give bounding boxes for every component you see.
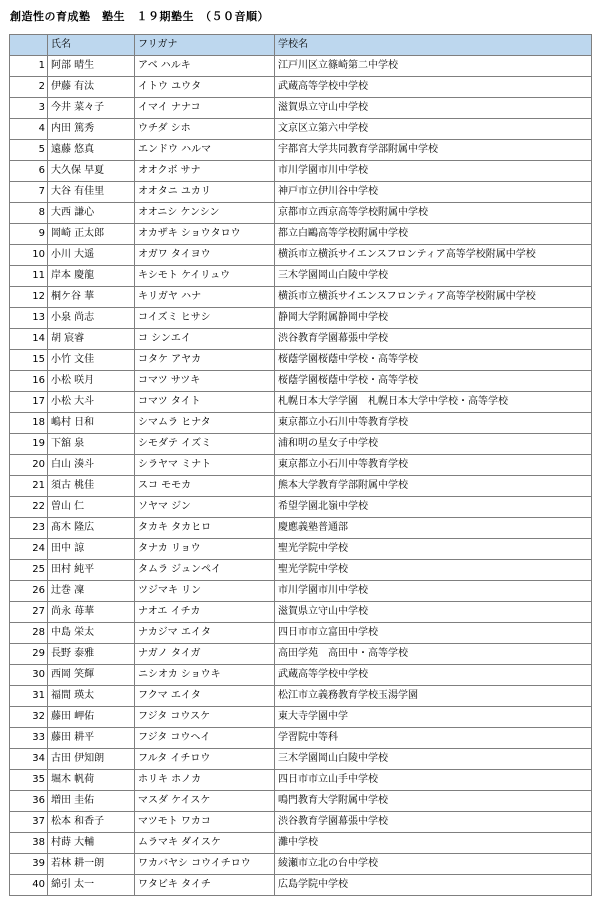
cell-school: 渋谷教育学園幕張中学校 [275, 812, 592, 833]
cell-number: 4 [10, 119, 48, 140]
cell-name: 遠藤 悠真 [48, 140, 135, 161]
cell-name: 胡 宸睿 [48, 329, 135, 350]
cell-school: 市川学園市川中学校 [275, 161, 592, 182]
cell-kana: フルタ イチロウ [135, 749, 275, 770]
cell-kana: コ シンエイ [135, 329, 275, 350]
cell-number: 32 [10, 707, 48, 728]
cell-name: 大西 謙心 [48, 203, 135, 224]
cell-name: 綿引 太一 [48, 875, 135, 896]
cell-name: 辻巻 凜 [48, 581, 135, 602]
table-row [10, 812, 592, 833]
cell-kana: ナオエ イチカ [135, 602, 275, 623]
cell-number: 17 [10, 392, 48, 413]
cell-school: 文京区立第六中学校 [275, 119, 592, 140]
table-row [10, 98, 592, 119]
cell-number: 34 [10, 749, 48, 770]
cell-number: 8 [10, 203, 48, 224]
cell-school: 武蔵高等学校中学校 [275, 77, 592, 98]
cell-name: 尚永 苺華 [48, 602, 135, 623]
table-row [10, 350, 592, 371]
table-row [10, 266, 592, 287]
cell-kana: タナカ リョウ [135, 539, 275, 560]
table-row [10, 161, 592, 182]
cell-number: 31 [10, 686, 48, 707]
cell-name: 嶋村 日和 [48, 413, 135, 434]
table-row [10, 497, 592, 518]
cell-kana: オオニシ ケンシン [135, 203, 275, 224]
cell-school: 札幌日本大学学園 札幌日本大学中学校・高等学校 [275, 392, 592, 413]
cell-kana: フジタ コウスケ [135, 707, 275, 728]
table-row [10, 749, 592, 770]
cell-name: 松本 和香子 [48, 812, 135, 833]
cell-number: 30 [10, 665, 48, 686]
cell-number: 36 [10, 791, 48, 812]
cell-number: 18 [10, 413, 48, 434]
table-row [10, 854, 592, 875]
cell-name: 西岡 笑輝 [48, 665, 135, 686]
cell-name: 藤田 岬佑 [48, 707, 135, 728]
cell-school: 桜蔭学園桜蔭中学校・高等学校 [275, 350, 592, 371]
cell-name: 堀木 帆荷 [48, 770, 135, 791]
cell-name: 小泉 尚志 [48, 308, 135, 329]
table-row [10, 434, 592, 455]
cell-kana: アベ ハルキ [135, 56, 275, 77]
table-row [10, 329, 592, 350]
cell-kana: イマイ ナナコ [135, 98, 275, 119]
cell-school: 京都市立西京高等学校附属中学校 [275, 203, 592, 224]
table-row [10, 77, 592, 98]
cell-number: 9 [10, 224, 48, 245]
table-row [10, 371, 592, 392]
cell-number: 5 [10, 140, 48, 161]
table-row [10, 476, 592, 497]
cell-kana: シマムラ ヒナタ [135, 413, 275, 434]
cell-number: 15 [10, 350, 48, 371]
table-row [10, 455, 592, 476]
cell-name: 須古 桃佳 [48, 476, 135, 497]
table-row [10, 875, 592, 896]
cell-name: 長野 泰雅 [48, 644, 135, 665]
cell-number: 3 [10, 98, 48, 119]
cell-kana: マスダ ケイスケ [135, 791, 275, 812]
cell-kana: タムラ ジュンペイ [135, 560, 275, 581]
cell-kana: コタケ アヤカ [135, 350, 275, 371]
cell-number: 38 [10, 833, 48, 854]
table-row [10, 833, 592, 854]
cell-school: 渋谷教育学園幕張中学校 [275, 329, 592, 350]
cell-school: 聖光学院中学校 [275, 539, 592, 560]
cell-school: 四日市市立山手中学校 [275, 770, 592, 791]
table-row [10, 665, 592, 686]
cell-kana: コマツ タイト [135, 392, 275, 413]
cell-name: 若林 耕一朗 [48, 854, 135, 875]
student-roster-table [9, 34, 592, 896]
cell-number: 13 [10, 308, 48, 329]
cell-school: 江戸川区立篠崎第二中学校 [275, 56, 592, 77]
cell-name: 桐ケ谷 華 [48, 287, 135, 308]
cell-number: 35 [10, 770, 48, 791]
table-row [10, 119, 592, 140]
cell-number: 12 [10, 287, 48, 308]
cell-number: 40 [10, 875, 48, 896]
table-row [10, 224, 592, 245]
cell-kana: ワタビキ タイチ [135, 875, 275, 896]
cell-name: 古田 伊知朗 [48, 749, 135, 770]
page-title: 創造性の育成塾 塾生 １９期塾生 （５０音順） [10, 10, 269, 23]
cell-number: 21 [10, 476, 48, 497]
cell-kana: エンドウ ハルマ [135, 140, 275, 161]
table-row [10, 770, 592, 791]
cell-school: 松江市立義務教育学校玉湯学園 [275, 686, 592, 707]
cell-number: 14 [10, 329, 48, 350]
cell-name: 田中 諒 [48, 539, 135, 560]
table-header-row [10, 35, 592, 56]
cell-name: 藤田 耕平 [48, 728, 135, 749]
cell-school: 東大寺学園中学 [275, 707, 592, 728]
cell-school: 鳴門教育大学附属中学校 [275, 791, 592, 812]
cell-school: 市川学園市川中学校 [275, 581, 592, 602]
cell-name: 白山 湊斗 [48, 455, 135, 476]
cell-number: 24 [10, 539, 48, 560]
cell-kana: オカザキ ショウタロウ [135, 224, 275, 245]
cell-name: 髙木 隆広 [48, 518, 135, 539]
cell-number: 1 [10, 56, 48, 77]
cell-name: 小松 大斗 [48, 392, 135, 413]
table-row [10, 287, 592, 308]
column-header-number [10, 35, 48, 56]
cell-number: 25 [10, 560, 48, 581]
cell-kana: オオクボ サナ [135, 161, 275, 182]
table-row [10, 728, 592, 749]
cell-number: 22 [10, 497, 48, 518]
cell-kana: キリガヤ ハナ [135, 287, 275, 308]
cell-name: 大久保 早夏 [48, 161, 135, 182]
cell-kana: スコ モモカ [135, 476, 275, 497]
cell-number: 16 [10, 371, 48, 392]
cell-kana: コイズミ ヒサシ [135, 308, 275, 329]
cell-name: 曽山 仁 [48, 497, 135, 518]
table-row [10, 707, 592, 728]
cell-name: 岡崎 正太郎 [48, 224, 135, 245]
table-row [10, 245, 592, 266]
cell-name: 田村 純平 [48, 560, 135, 581]
cell-kana: シラヤマ ミナト [135, 455, 275, 476]
cell-number: 10 [10, 245, 48, 266]
table-row [10, 581, 592, 602]
table-row [10, 182, 592, 203]
table-row [10, 140, 592, 161]
cell-school: 綾瀬市立北の台中学校 [275, 854, 592, 875]
cell-number: 19 [10, 434, 48, 455]
cell-school: 四日市市立富田中学校 [275, 623, 592, 644]
table-row [10, 560, 592, 581]
cell-kana: ナカジマ エイタ [135, 623, 275, 644]
cell-kana: ムラマキ ダイスケ [135, 833, 275, 854]
table-body [10, 56, 592, 896]
cell-school: 滋賀県立守山中学校 [275, 98, 592, 119]
cell-school: 学習院中等科 [275, 728, 592, 749]
cell-name: 中島 栄太 [48, 623, 135, 644]
cell-name: 岸本 慶龍 [48, 266, 135, 287]
cell-number: 29 [10, 644, 48, 665]
cell-kana: オオタニ ユカリ [135, 182, 275, 203]
cell-school: 灘中学校 [275, 833, 592, 854]
cell-kana: オガワ タイヨウ [135, 245, 275, 266]
table-row [10, 392, 592, 413]
cell-number: 26 [10, 581, 48, 602]
table-row [10, 56, 592, 77]
cell-name: 大谷 有佳里 [48, 182, 135, 203]
cell-name: 伊藤 有汰 [48, 77, 135, 98]
cell-kana: フジタ コウヘイ [135, 728, 275, 749]
table-row [10, 308, 592, 329]
cell-school: 東京都立小石川中等教育学校 [275, 413, 592, 434]
cell-number: 20 [10, 455, 48, 476]
cell-school: 熊本大学教育学部附属中学校 [275, 476, 592, 497]
cell-name: 下舘 泉 [48, 434, 135, 455]
cell-name: 小川 大遥 [48, 245, 135, 266]
cell-school: 滋賀県立守山中学校 [275, 602, 592, 623]
table-row [10, 203, 592, 224]
cell-school: 静岡大学附属静岡中学校 [275, 308, 592, 329]
table-row [10, 623, 592, 644]
cell-school: 横浜市立横浜サイエンスフロンティア高等学校附属中学校 [275, 287, 592, 308]
cell-school: 都立白鷗高等学校附属中学校 [275, 224, 592, 245]
cell-number: 37 [10, 812, 48, 833]
cell-school: 神戸市立伊川谷中学校 [275, 182, 592, 203]
cell-kana: シモダテ イズミ [135, 434, 275, 455]
cell-number: 28 [10, 623, 48, 644]
cell-number: 7 [10, 182, 48, 203]
table-row [10, 602, 592, 623]
cell-kana: マツモト ワカコ [135, 812, 275, 833]
cell-kana: ソヤマ ジン [135, 497, 275, 518]
cell-name: 小松 咲月 [48, 371, 135, 392]
cell-school: 聖光学院中学校 [275, 560, 592, 581]
table-row [10, 539, 592, 560]
cell-name: 福間 瑛太 [48, 686, 135, 707]
cell-kana: キシモト ケイリュウ [135, 266, 275, 287]
cell-school: 浦和明の星女子中学校 [275, 434, 592, 455]
cell-name: 今井 菜々子 [48, 98, 135, 119]
cell-school: 宇都宮大学共同教育学部附属中学校 [275, 140, 592, 161]
column-header-school: 学校名 [275, 35, 592, 56]
column-header-kana: フリガナ [135, 35, 275, 56]
cell-school: 広島学院中学校 [275, 875, 592, 896]
table-row [10, 644, 592, 665]
cell-kana: フクマ エイタ [135, 686, 275, 707]
cell-school: 三木学園岡山白陵中学校 [275, 749, 592, 770]
cell-school: 桜蔭学園桜蔭中学校・高等学校 [275, 371, 592, 392]
cell-name: 阿部 晴生 [48, 56, 135, 77]
cell-school: 東京都立小石川中等教育学校 [275, 455, 592, 476]
cell-school: 横浜市立横浜サイエンスフロンティア高等学校附属中学校 [275, 245, 592, 266]
cell-kana: ホリキ ホノカ [135, 770, 275, 791]
cell-number: 2 [10, 77, 48, 98]
cell-school: 希望学園北嶺中学校 [275, 497, 592, 518]
cell-kana: ワカバヤシ コウイチロウ [135, 854, 275, 875]
table-row [10, 791, 592, 812]
cell-school: 慶應義塾普通部 [275, 518, 592, 539]
cell-school: 三木学園岡山白陵中学校 [275, 266, 592, 287]
column-header-name: 氏名 [48, 35, 135, 56]
cell-kana: イトウ ユウタ [135, 77, 275, 98]
table-row [10, 413, 592, 434]
cell-school: 武蔵高等学校中学校 [275, 665, 592, 686]
cell-name: 小竹 文佳 [48, 350, 135, 371]
cell-number: 33 [10, 728, 48, 749]
cell-school: 高田学苑 高田中・高等学校 [275, 644, 592, 665]
table-row [10, 686, 592, 707]
cell-kana: ツジマキ リン [135, 581, 275, 602]
cell-kana: タカキ タカヒロ [135, 518, 275, 539]
cell-number: 39 [10, 854, 48, 875]
cell-kana: コマツ サツキ [135, 371, 275, 392]
cell-number: 27 [10, 602, 48, 623]
cell-name: 内田 篤秀 [48, 119, 135, 140]
cell-number: 6 [10, 161, 48, 182]
cell-name: 村蒔 大輔 [48, 833, 135, 854]
cell-kana: ニシオカ ショウキ [135, 665, 275, 686]
cell-number: 23 [10, 518, 48, 539]
cell-name: 増田 圭佑 [48, 791, 135, 812]
table-row [10, 518, 592, 539]
cell-kana: ウチダ シホ [135, 119, 275, 140]
cell-number: 11 [10, 266, 48, 287]
cell-kana: ナガノ タイガ [135, 644, 275, 665]
